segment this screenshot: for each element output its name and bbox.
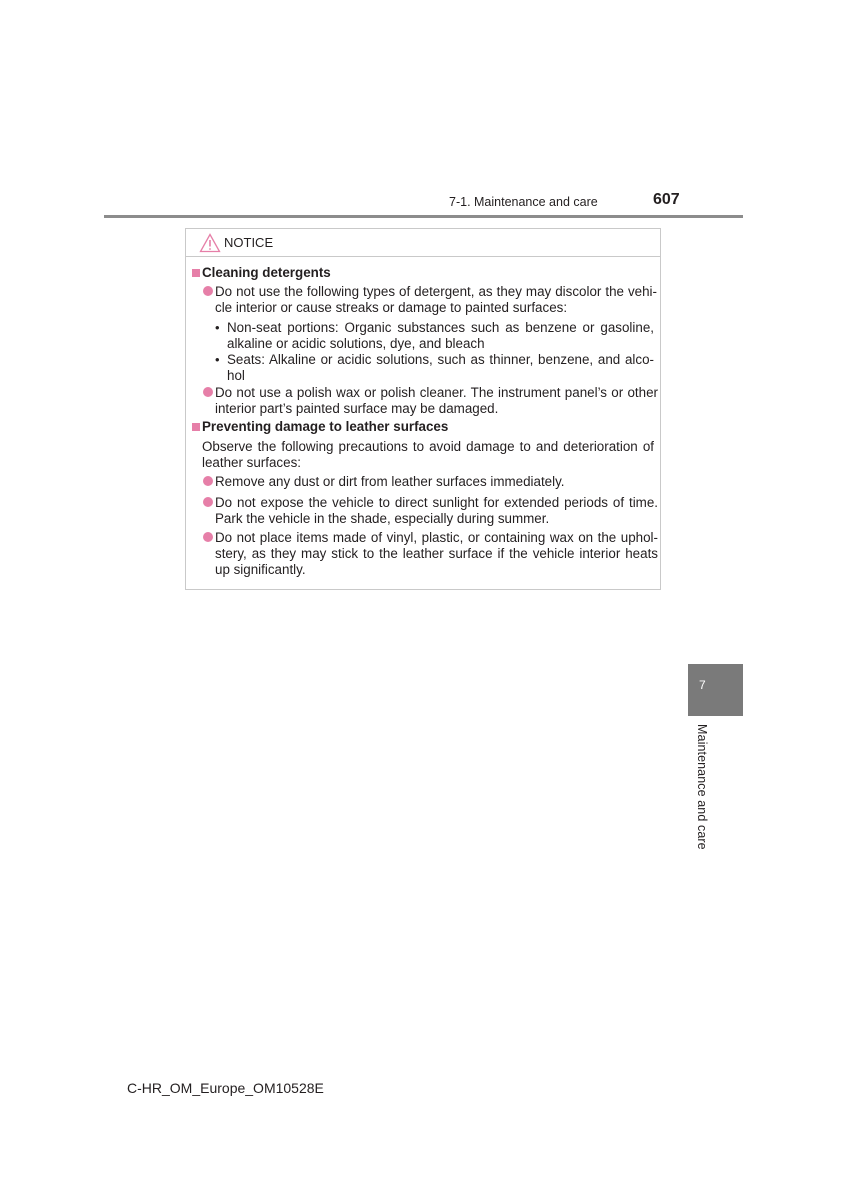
small-bullet-icon: • (215, 352, 220, 367)
round-bullet-icon (203, 497, 213, 507)
square-bullet-icon (192, 269, 200, 277)
notice-box (185, 228, 661, 590)
item-text: Do not use a polish wax or polish cleaner. The instrument panel’s or other (215, 385, 658, 400)
section-heading: Preventing damage to leather surfaces (202, 419, 449, 434)
item-text: Do not place items made of vinyl, plastic, or containing wax on the uphol- (215, 530, 658, 545)
notice-title: NOTICE (224, 235, 274, 250)
footer-doc-code: C-HR_OM_Europe_OM10528E (127, 1080, 324, 1096)
chapter-tab-number: 7 (699, 678, 706, 692)
intro-text: Observe the following precautions to avoid damage to and deterioration of (202, 439, 654, 454)
subitem-text: alkaline or acidic solutions, dye, and bleach (227, 336, 485, 351)
subitem-text: Seats: Alkaline or acidic solutions, such as thinner, benzene, and alco- (227, 352, 654, 367)
chapter-tab[interactable] (688, 664, 743, 716)
section-heading: Cleaning detergents (202, 265, 331, 280)
item-text: up significantly. (215, 562, 306, 577)
item-text: Do not expose the vehicle to direct sunlight for extended periods of time. (215, 495, 658, 510)
section-title: 7-1. Maintenance and care (449, 195, 598, 209)
round-bullet-icon (203, 476, 213, 486)
notice-body (186, 229, 660, 589)
round-bullet-icon (203, 286, 213, 296)
chapter-tab-label: Maintenance and care (695, 724, 709, 850)
item-text: Park the vehicle in the shade, especially during summer. (215, 511, 550, 526)
intro-text: leather surfaces: (202, 455, 301, 470)
page-number: 607 (653, 191, 680, 208)
header-rule (104, 215, 743, 218)
item-text: stery, as they may stick to the leather surface if the vehicle interior heats (215, 546, 658, 561)
round-bullet-icon (203, 387, 213, 397)
subitem-text: Non-seat portions: Organic substances such as benzene or gasoline, (227, 320, 654, 335)
item-text: interior part’s painted surface may be damaged. (215, 401, 499, 416)
item-text: Remove any dust or dirt from leather surfaces immediately. (215, 474, 565, 489)
subitem-text: hol (227, 368, 245, 383)
item-text: cle interior or cause streaks or damage to painted surfaces: (215, 300, 568, 315)
round-bullet-icon (203, 532, 213, 542)
square-bullet-icon (192, 423, 200, 431)
small-bullet-icon: • (215, 320, 220, 335)
item-text: Do not use the following types of detergent, as they may discolor the vehi- (215, 284, 657, 299)
